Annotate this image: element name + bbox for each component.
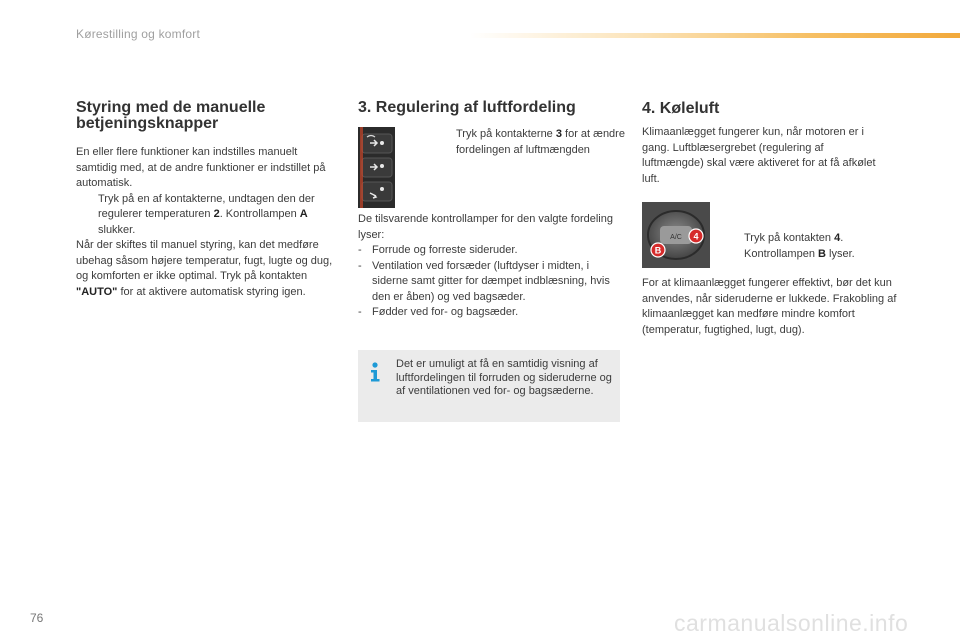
lamps-intro: De tilsvarende kontrollamper for den valgte fordeling lyser: [358,213,613,241]
info-icon [368,362,382,382]
page-number: 76 [30,611,44,625]
manual-intro: En eller flere funktioner kan indstilles manuelt samtidig med, at de andre funktioner er indstillet på automatisk. [76,146,326,189]
distribution-lamps-block [358,212,620,321]
heading-manual-controls [76,100,341,132]
manual-bullet: Tryk på en af kontakterne, undtagen den der regulerer temperaturen 2. Kontrollampen A slukker. [98,192,315,236]
badge-b-label: B [654,245,662,256]
cooling-intro: Klimaanlægget fungerer kun, når motoren er i gang. Luftblæsergrebet (regulering af luftmængde) skal være aktiveret for at få afkølet luft. [642,126,876,185]
manual-paragraph-2: Når der skiftes til manuel styring, kan det medføre ubehag såsom højere temperatur, fugt, lugte og dug, og komforten er ikke optimal. Tryk på kontakten "AUTO" for at aktivere automatisk styring igen. [76,239,333,298]
list-item: - Forrude og forreste sideruder. [358,244,518,256]
list-item: - Ventilation ved forsæder (luftdyser i midten, i siderne samt gitter for dæmpet indblæsning, hvis den er åben) og ved bagsæder. [358,259,610,303]
ac-button-image [642,202,710,268]
heading-air-distribution: 3. Regulering af luftfordeling [358,99,576,116]
distribution-buttons-image [358,127,395,208]
heading-line-1: Styring med de manuelle [76,99,266,116]
column-manual-controls [76,100,341,300]
header-accent-bar [470,33,960,38]
cooling-outro: For at klimaanlægget fungerer effektivt, bør det kun anvendes, når sideruderne er lukkede. Frakobling af klimaanlægget kan medføre mindre komfort (temperatur, fugtighed, lugt, dug). [642,277,897,336]
page-header-title: Kørestilling og komfort [76,27,200,41]
heading-cooling: 4. Køleluft [642,100,720,117]
watermark: carmanualsonline.info [674,610,909,636]
list-item: - Fødder ved for- og bagsæder. [358,306,519,318]
distribution-bullet: Tryk på kontakterne 3 for at ændre fordelingen af luftmængden [456,128,625,156]
ac-button-illustration [642,202,710,268]
heading-line-2: betjeningsknapper [76,115,219,132]
info-text: Det er umuligt at få en samtidig visning af luftfordelingen til forruden og sideruderne og af ventilationen ved for- og bagsæderne. [396,358,612,397]
cooling-bullet: Tryk på kontakten 4. Kontrollampen B lyser. [744,232,855,260]
badge-4-label: 4 [693,231,699,242]
distribution-buttons-illustration [358,127,395,208]
ac-label: A/C [670,234,682,241]
